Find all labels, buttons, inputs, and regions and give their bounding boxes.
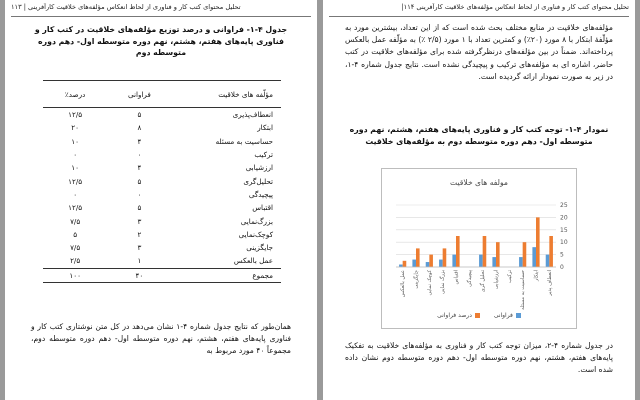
y-tick-label: 10 — [560, 239, 568, 247]
table-row — [43, 228, 281, 241]
cell-component: بزرگ‌نمایی — [240, 216, 273, 226]
cell-component: ابتکار — [257, 123, 273, 133]
cell-percent: ۷/۵ — [70, 243, 81, 253]
chart-bar-percent — [456, 236, 460, 267]
cell-percent: ۰ — [73, 150, 78, 160]
total-frequency: ۴۰ — [107, 268, 171, 282]
table-row — [43, 214, 281, 227]
cell-percent: ۱۲/۵ — [68, 176, 83, 186]
x-tick-label: تحلیل گری — [480, 270, 487, 293]
cell-percent: ۱۲/۵ — [68, 203, 83, 213]
chart-bar-percent — [549, 236, 553, 267]
chart-bar-frequency — [519, 257, 523, 267]
chart-legend — [382, 312, 576, 319]
chart-bar-percent — [403, 261, 407, 267]
cell-percent: ۰ — [73, 189, 78, 199]
table-row — [43, 241, 281, 254]
cell-component: انعطاف‌پذیری — [232, 110, 273, 120]
creativity-chart — [381, 168, 577, 329]
chart-title: مولفه های خلاقیت — [450, 178, 508, 187]
chart-bar-frequency — [412, 260, 416, 267]
table-header-row — [43, 81, 281, 108]
cell-frequency: ۳ — [137, 216, 142, 226]
x-tick-label: ارزشیابی — [493, 270, 500, 289]
chart-bar-percent — [443, 248, 447, 267]
cell-component: پیچیدگی — [248, 189, 273, 199]
cell-frequency: ۸ — [137, 123, 142, 133]
chart-bar-frequency — [492, 257, 496, 267]
table-row — [43, 121, 281, 134]
table-row — [43, 108, 281, 122]
left-page-header: تحلیل محتوای کتب کار و فناوری از لحاظ انعکاس مؤلفه‌های خلاقیت کارآفرینی | ۱۱۳ — [11, 3, 241, 11]
right-body-paragraph-2: در جدول شماره ۴-۲، میزان توجه کتب کار و فناوری به مؤلفه‌های خلاقیت به تفکیک پایه‌های هفتم، هشتم، نهم دوره متوسطه اول- دهم دوره متوسطه دوم نشان داده شده است. — [345, 341, 613, 375]
cell-component: ترکیب — [254, 150, 273, 160]
chart-plot — [382, 169, 576, 328]
legend-label-percent: درصد فراوانی — [437, 312, 472, 319]
cell-percent: ۱۲/۵ — [68, 110, 83, 120]
x-tick-label: اقتباس — [453, 270, 460, 285]
chart-bar-frequency — [452, 255, 456, 267]
legend-swatch-orange — [475, 313, 480, 318]
y-tick-label: 15 — [560, 226, 568, 234]
left-page — [5, 0, 317, 400]
col-header-percent: درصد٪ — [43, 81, 107, 108]
chart-bar-percent — [496, 242, 500, 267]
chart-bar-percent — [429, 255, 433, 267]
cell-frequency: ۰ — [137, 189, 142, 199]
cell-component: کوچک‌نمایی — [238, 229, 273, 239]
y-tick-label: 20 — [560, 214, 568, 222]
left-body-paragraph: همان‌طور که نتایج جدول شماره ۴-۱ نشان می‌دهد در کل متن نوشتاری کتب کار و فناوری پایه‌های هفتم، هشتم، نهم دوره متوسطه اول- دهم دوره متوسطه دوم، مجموعاً ۴۰ مورد مربوط به — [31, 322, 291, 356]
cell-frequency: ۴ — [137, 163, 142, 173]
chart-caption: نمودار ۴-۱- توجه کتب کار و فناوری پایه‌های هفتم، هشتم، نهم دوره متوسطه اول- دهم دوره متوسطه دوم به مؤلفه‌های خلاقیت — [349, 125, 609, 146]
x-tick-label: جایگزینی — [413, 270, 420, 289]
cell-frequency: ۰ — [137, 150, 142, 160]
legend-swatch-blue — [516, 313, 521, 318]
x-tick-label: ابتکار — [533, 270, 540, 281]
x-tick-label: عمل بالعکس — [400, 270, 407, 298]
cell-frequency: ۵ — [137, 176, 142, 186]
chart-bar-frequency — [426, 262, 430, 267]
table-row — [43, 135, 281, 148]
cell-percent: ۱۰ — [71, 163, 79, 173]
chart-bar-frequency — [532, 247, 536, 267]
legend-item-percent — [437, 312, 480, 319]
table-row — [43, 201, 281, 214]
y-tick-label: 5 — [560, 251, 564, 259]
chart-bar-frequency — [546, 255, 550, 267]
chart-bar-frequency — [479, 255, 483, 267]
table-total-row — [43, 268, 281, 282]
cell-component: جایگزینی — [246, 243, 273, 253]
col-header-component: مؤلّفه های خلاقیت — [172, 81, 281, 108]
right-page — [323, 0, 635, 400]
cell-frequency: ۴ — [137, 136, 142, 146]
cell-percent: ۲۰ — [71, 123, 79, 133]
left-header-divider — [11, 16, 311, 17]
table-row — [43, 174, 281, 187]
total-label: مجموع — [172, 268, 281, 282]
chart-bar-percent — [483, 236, 487, 267]
chart-bar-percent — [416, 248, 420, 267]
cell-frequency: ۱ — [137, 256, 142, 266]
cell-frequency: ۵ — [137, 110, 142, 120]
cell-component: حساسیت به مسئله — [215, 136, 273, 146]
legend-label-frequency: فراوانی — [493, 312, 513, 319]
chart-bar-percent — [523, 242, 527, 267]
right-page-header: |۱۱۴ تحلیل محتوای کتب کار و فناوری از لحاظ انعکاس مؤلفه‌های خلاقیت کارآفرینی — [401, 3, 629, 11]
table-row — [43, 148, 281, 161]
y-tick-label: 25 — [560, 202, 568, 209]
creativity-table — [43, 80, 281, 283]
table-row — [43, 254, 281, 268]
x-tick-label: ترکیب — [506, 270, 513, 283]
chart-bar-frequency — [439, 260, 443, 267]
cell-percent: ۷/۵ — [70, 216, 81, 226]
cell-component: اقتباس — [252, 203, 273, 213]
cell-frequency: ۳ — [137, 243, 142, 253]
cell-frequency: ۵ — [137, 203, 142, 213]
table-row — [43, 188, 281, 201]
x-tick-label: حساسیت به مسئله — [520, 270, 527, 310]
x-tick-label: پیچیدگی — [466, 270, 473, 287]
cell-component: تحلیل‌گری — [243, 176, 273, 186]
x-tick-label: کوچک نمایی — [426, 270, 433, 296]
x-tick-label: انعطاف پذیر — [546, 270, 553, 296]
cell-component: ارزشیابی — [245, 163, 273, 173]
right-body-paragraph-1: مؤلفه‌های خلاقیت در منابع مختلف بحث شده است که از این تعداد، بیشترین مورد به مؤلّفۀ ابتکار با ۸ مورد (۲۰٪) و کمترین تعداد با ۱ مورد (۲/۵ ٪) به مؤلّفه عمل بالعکس پرداخته‌اند. ضمناً در بین مؤلفه‌های درنظرگرفته شده برای مؤلفه‌های خلاقیت در کتب حاضر، اشاره ای به مؤلفه‌های ترکیب و پیچیدگی نشده است. نتایج جدول شماره ۴-۱، در زیر به صورت نمودار ارائه گردیده است. — [345, 23, 613, 81]
total-percent: ۱۰۰ — [43, 268, 107, 282]
legend-item-frequency — [494, 312, 521, 319]
cell-component: عمل بالعکس — [233, 256, 273, 266]
table-caption: جدول ۴-۱- فراوانی و درصد توزیع مؤلفه‌های خلاقیت در کتب کار و فناوری پایه‌های هفتم، هشتم، نهم دوره متوسطه اول- دهم دوره متوسطه دوم — [34, 25, 288, 57]
cell-percent: ۲/۵ — [70, 256, 81, 266]
right-header-divider — [329, 16, 629, 17]
cell-percent: ۱۰ — [71, 136, 79, 146]
cell-percent: ۵ — [73, 229, 78, 239]
chart-bar-percent — [536, 217, 540, 267]
y-tick-label: 0 — [560, 264, 564, 271]
col-header-frequency: فراوانی — [107, 81, 171, 108]
cell-frequency: ۲ — [137, 229, 142, 239]
x-tick-label: بزرگ نمایی — [440, 270, 447, 294]
table-row — [43, 161, 281, 174]
